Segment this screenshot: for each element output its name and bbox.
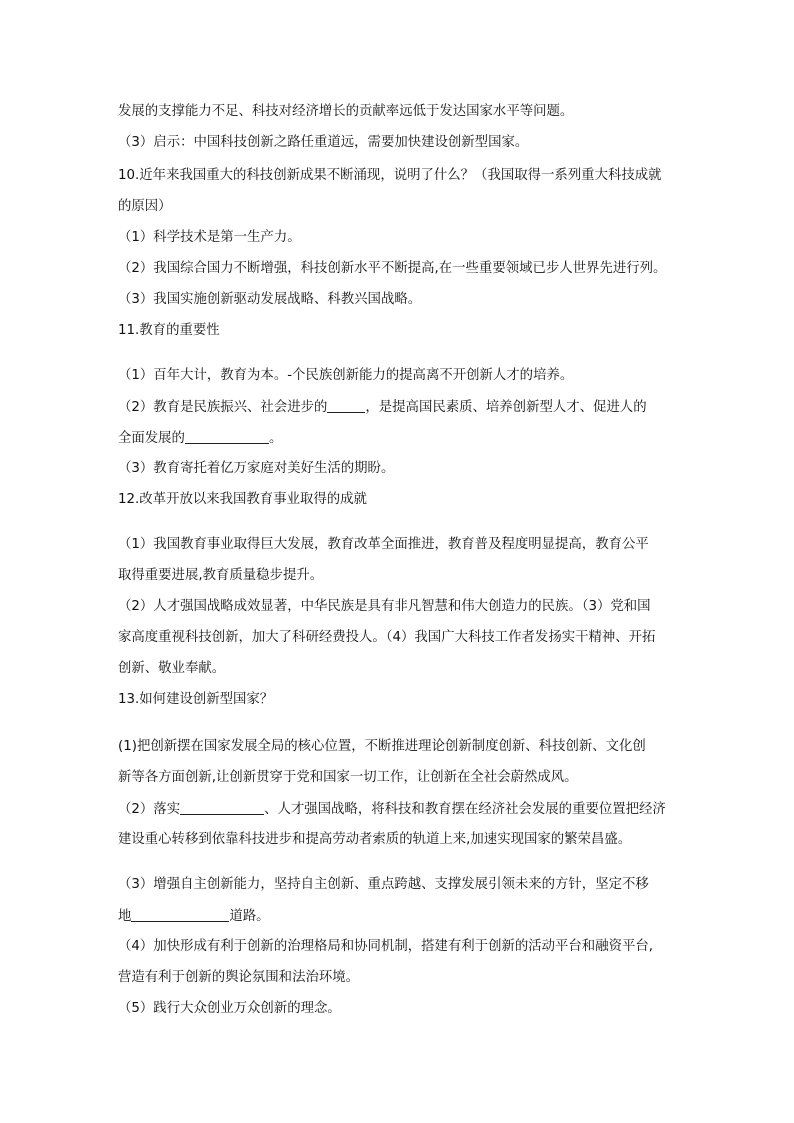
text-line: （1）我国教育事业取得巨大发展，教育改革全面推进，教育普及程度明显提高，教育公平 bbox=[118, 537, 649, 552]
text-line: 的原因） bbox=[118, 199, 172, 214]
text-line: （5）践行大众创业万众创新的理念。 bbox=[118, 1001, 341, 1016]
fill-blank-line bbox=[118, 429, 688, 448]
text-segment: 道路。 bbox=[229, 909, 270, 924]
text-line: 发展的支撑能力不足、科技对经济增长的贡献率远低于发达国家水平等问题。 bbox=[118, 104, 574, 119]
text-segment: （2）落实 bbox=[118, 802, 181, 817]
text-line: （3）教育寄托着亿万家庭对美好生活的期盼。 bbox=[118, 461, 395, 476]
text-line: （1）百年大计，教育为本。-个民族创新能力的提高离不开创新人才的培养。 bbox=[118, 368, 574, 383]
text-line: （1）科学技术是第一生产力。 bbox=[118, 230, 301, 245]
fill-blank-line bbox=[118, 800, 688, 819]
text-segment: 全面发展的 bbox=[118, 431, 185, 446]
text-line: 建设重心转移到依靠科技进步和提高劳动者索质的轨道上来,加速实现国家的繁荣昌盛。 bbox=[118, 832, 632, 847]
text-line: 新等各方面创新,让创新贯穿于党和国家一切工作，让创新在全社会蔚然成风。 bbox=[118, 770, 578, 785]
text-line: (1)把创新摆在国家发展全局的核心位置，不断推进理论创新制度创新、科技创新、文化创 bbox=[118, 739, 646, 754]
text-line: 家高度重视科技创新，加大了科研经费投人。（4）我国广大科技工作者发扬实干精神、开拓 bbox=[118, 630, 656, 645]
text-segment: （2）教育是民族振兴、社会进步的 bbox=[118, 400, 328, 415]
answer-blank[interactable] bbox=[180, 800, 264, 815]
fill-blank-line bbox=[118, 907, 688, 926]
text-line: （3）增强自主创新能力，坚持自主创新、重点跨越、支撑发展引领未来的方针，坚定不移 bbox=[118, 877, 649, 892]
text-segment: 地 bbox=[118, 909, 132, 924]
text-line: （2）人才强国战略成效显著，中华民族是具有非凡智慧和伟大创造力的民族。（3）党和国 bbox=[118, 599, 651, 614]
question-12-heading: 12.改革开放以来我国教育事业取得的成就 bbox=[118, 492, 367, 507]
fill-blank-line bbox=[118, 398, 688, 417]
text-line: 营造有利于创新的舆论氛围和法治环境。 bbox=[118, 970, 360, 985]
text-line: （3）启示：中国科技创新之路任重道远，需要加快建设创新型国家。 bbox=[118, 135, 529, 150]
text-line: （2）我国综合国力不断增强，科技创新水平不断提高,在一些重要领域已步人世界先进行列。 bbox=[118, 261, 667, 276]
text-line: 取得重要进展,教育质量稳步提升。 bbox=[118, 568, 324, 583]
text-segment: ，是提高国民素质、培养创新型人才、促进人的 bbox=[365, 400, 647, 415]
answer-blank[interactable] bbox=[185, 429, 269, 444]
question-13-heading: 13.如何建设创新型国家？ bbox=[118, 692, 274, 707]
text-segment: 。 bbox=[268, 431, 283, 446]
text-line: 创新、敬业奉献。 bbox=[118, 661, 226, 676]
answer-blank[interactable] bbox=[131, 907, 229, 922]
text-line: （3）我国实施创新驱动发展战略、科教兴国战略。 bbox=[118, 292, 422, 307]
text-segment: 、人才强国战略，将科技和教育摆在经济社会发展的重要位置把经济 bbox=[264, 802, 666, 817]
question-10-heading: 10.近年来我国重大的科技创新成果不断涌现，说明了什么？（我国取得一系列重大科技成就 bbox=[118, 168, 662, 183]
answer-blank[interactable] bbox=[327, 398, 365, 413]
text-line: （4）加快形成有利于创新的治理格局和协同机制，搭建有利于创新的活动平台和融资平台, bbox=[118, 939, 654, 954]
question-11-heading: 11.教育的重要性 bbox=[118, 323, 220, 338]
